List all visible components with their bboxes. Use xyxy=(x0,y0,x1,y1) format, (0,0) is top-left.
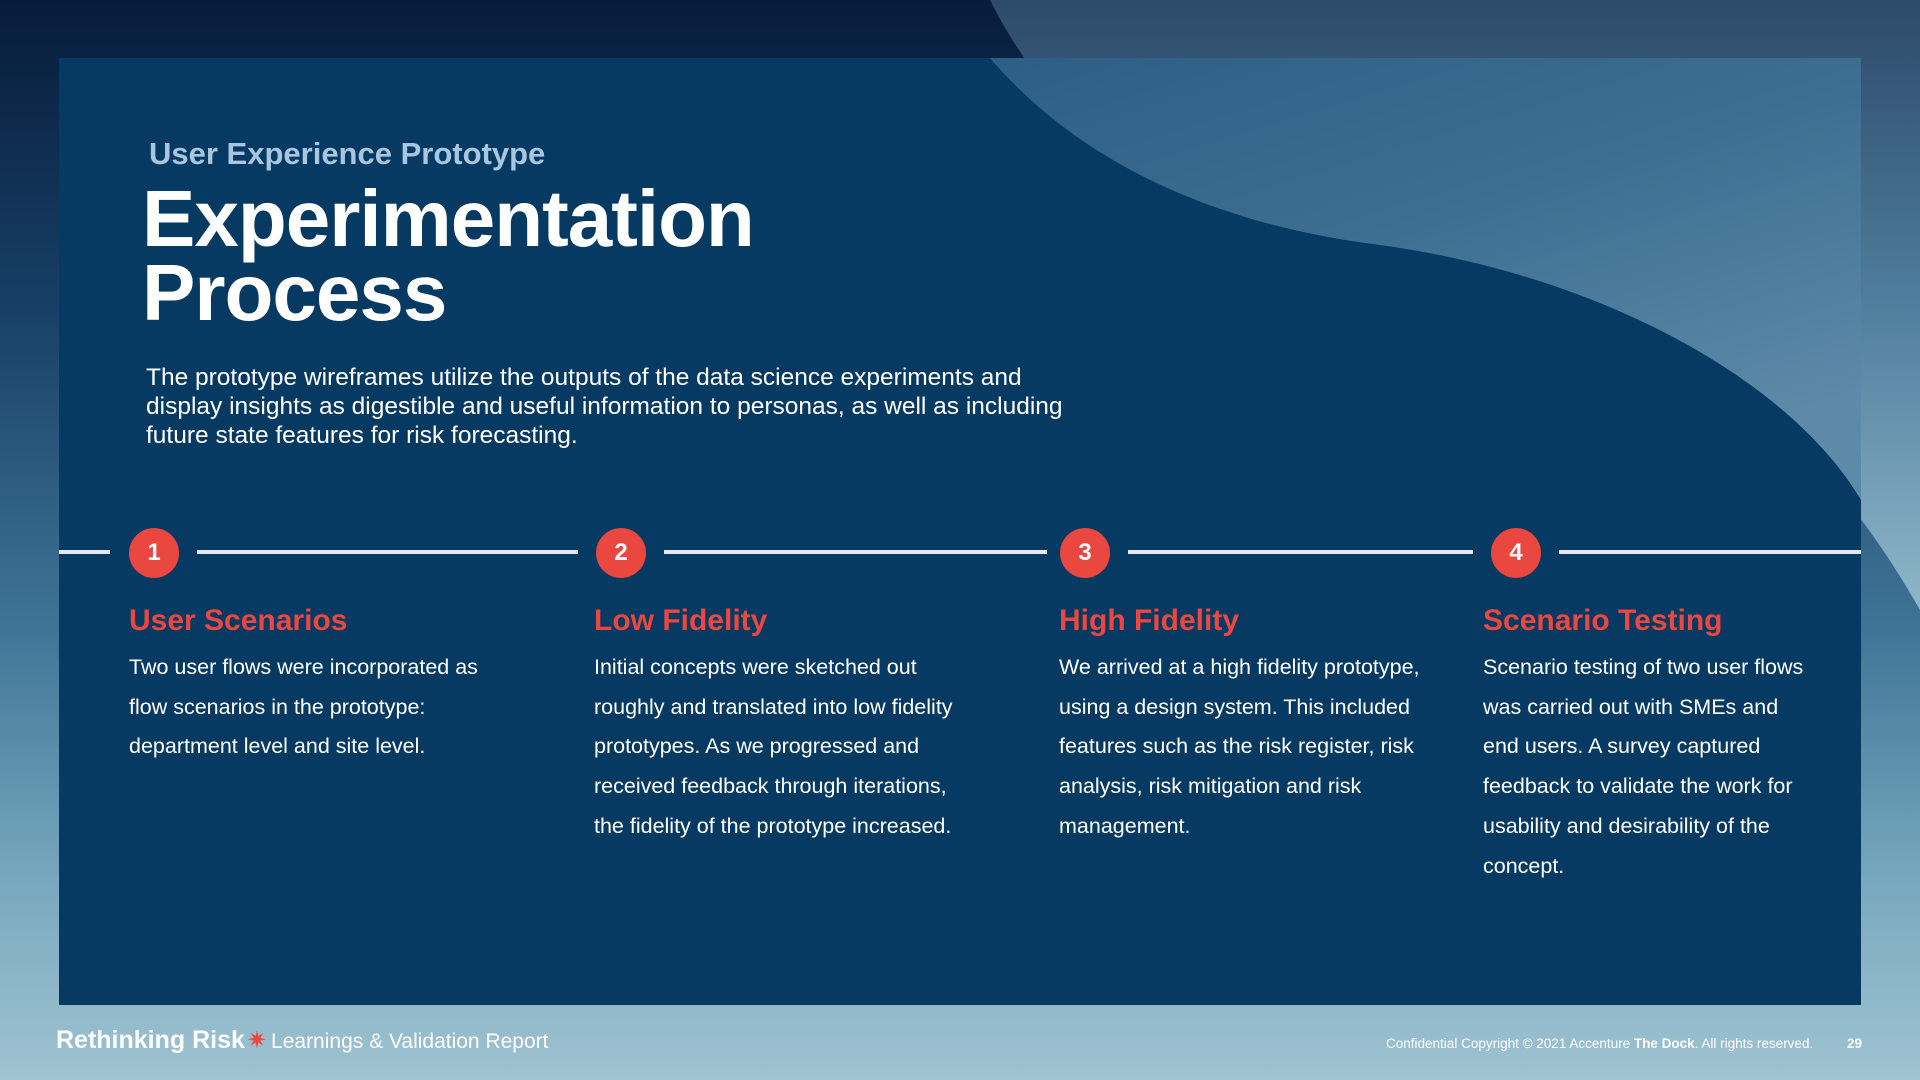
content-panel xyxy=(59,58,1861,1005)
timeline-line-segment xyxy=(197,550,578,554)
step-1-number-badge: 1 xyxy=(129,528,179,578)
section-subtitle: User Experience Prototype xyxy=(149,136,546,171)
step-3-title: High Fidelity xyxy=(1059,604,1239,637)
step-1-description: Two user flows were incorporated as flow scenarios in the prototype: department level and site level. xyxy=(129,655,478,759)
step-3-description: We arrived at a high fidelity prototype, using a design system. This included features such as the risk register, risk analysis, risk mitigation and risk management. xyxy=(1059,655,1420,838)
page-title-line-1: Experimentation xyxy=(142,174,754,263)
step-4-number-badge: 4 xyxy=(1491,528,1541,578)
step-2-number-badge: 2 xyxy=(596,528,646,578)
footer-copyright xyxy=(1386,1036,1862,1051)
step-4-description: Scenario testing of two user flows was carried out with SMEs and end users. A survey captured feedback to validate the work for usability and desirability of the concept. xyxy=(1483,655,1804,878)
page-title xyxy=(142,174,754,337)
copyright-brand: The Dock xyxy=(1633,1036,1695,1051)
timeline-line-segment xyxy=(1128,550,1473,554)
page-title-line-2: Process xyxy=(142,248,447,337)
copyright-suffix: . All rights reserved. xyxy=(1694,1036,1814,1051)
timeline-line-segment xyxy=(1559,550,1861,554)
page-number: 29 xyxy=(1846,1036,1862,1051)
asterisk-star-icon: ✷ xyxy=(246,1027,268,1054)
step-4-title: Scenario Testing xyxy=(1483,604,1723,637)
step-2-description: Initial concepts were sketched out roughly and translated into low fidelity prototypes. As we progressed and received feedback through iterations, the fidelity of the prototype increased. xyxy=(594,655,953,838)
footer-branding xyxy=(56,1026,548,1055)
intro-paragraph: The prototype wireframes utilize the outputs of the data science experiments and display insights as digestible and useful information to personas, as well as including future state features for risk forecasting. xyxy=(146,364,1063,449)
timeline-line-segment xyxy=(59,550,110,554)
timeline-line-segment xyxy=(664,550,1047,554)
footer-brand-name: Rethinking Risk xyxy=(56,1026,245,1054)
copyright-text: Confidential Copyright © 2021 Accenture xyxy=(1386,1036,1631,1051)
footer-report-name: Learnings & Validation Report xyxy=(271,1030,549,1053)
step-3-number-badge: 3 xyxy=(1060,528,1110,578)
step-1-title: User Scenarios xyxy=(129,604,348,637)
step-2-title: Low Fidelity xyxy=(594,604,768,637)
